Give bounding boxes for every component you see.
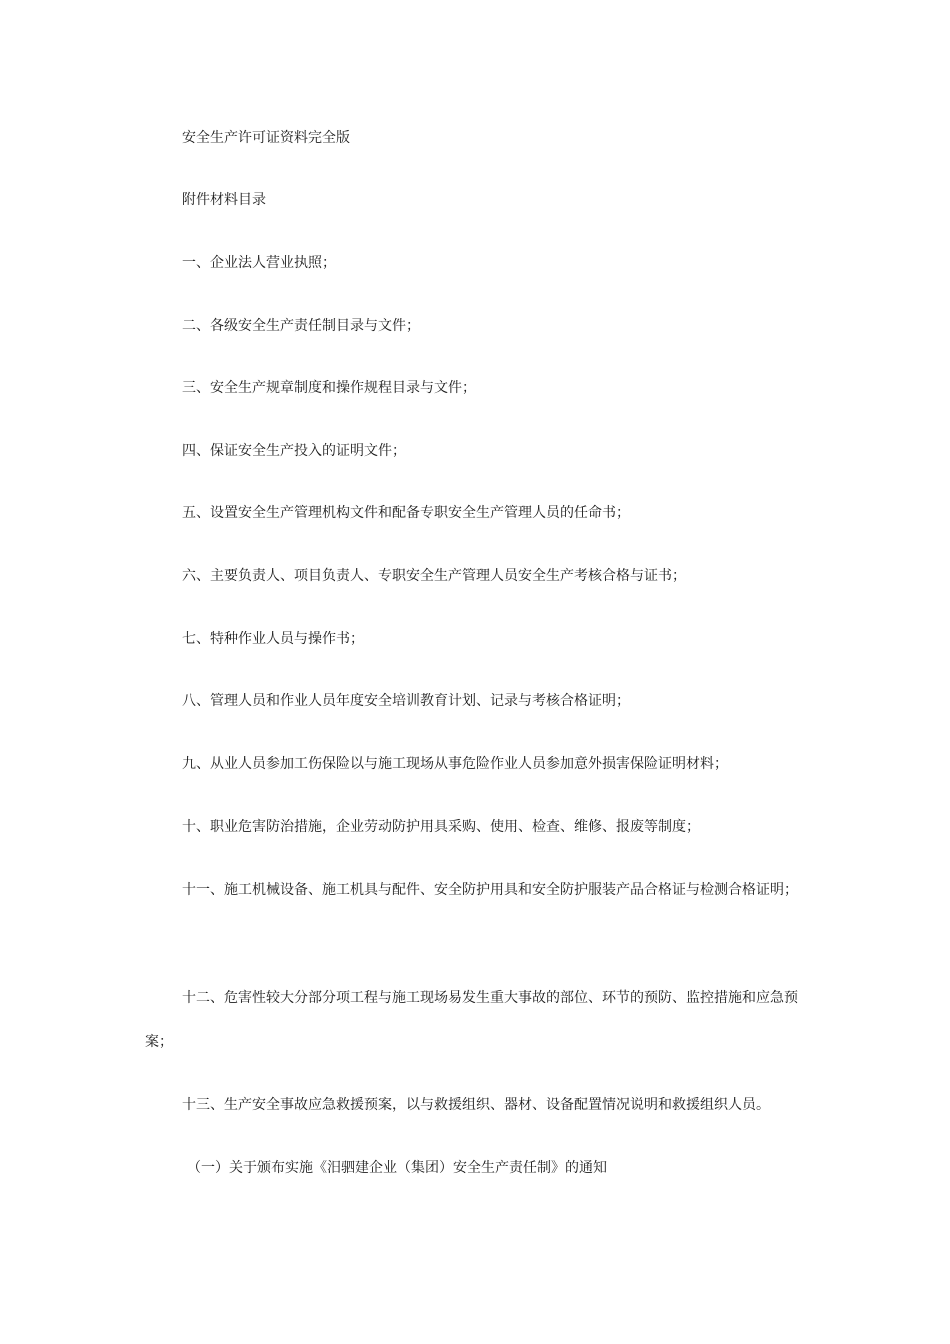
list-item: 十一、施工机械设备、施工机具与配件、安全防护用具和安全防护服装产品合格证与检测合格证明；	[182, 882, 798, 898]
list-item: 三、安全生产规章制度和操作规程目录与文件；	[182, 380, 476, 396]
list-item: 一、企业法人营业执照；	[182, 255, 336, 271]
notice-heading: （一）关于颁布实施《汨驷建企业（集团）安全生产责任制》的通知	[187, 1160, 607, 1176]
list-item: 二、各级安全生产责任制目录与文件；	[182, 318, 420, 334]
document-subtitle: 附件材料目录	[182, 192, 266, 208]
list-item: 十、职业危害防治措施，企业劳动防护用具采购、使用、检查、维修、报废等制度；	[182, 819, 700, 835]
list-item: 六、主要负责人、项目负责人、专职安全生产管理人员安全生产考核合格与证书；	[182, 568, 686, 584]
list-item: 四、保证安全生产投入的证明文件；	[182, 443, 406, 459]
list-item: 九、从业人员参加工伤保险以与施工现场从事危险作业人员参加意外损害保险证明材料；	[182, 756, 728, 772]
list-item: 十三、生产安全事故应急救援预案，以与救援组织、器材、设备配置情况说明和救援组织人员。	[182, 1097, 770, 1113]
list-item: 五、设置安全生产管理机构文件和配备专职安全生产管理人员的任命书；	[182, 505, 630, 521]
list-item: 八、管理人员和作业人员年度安全培训教育计划、记录与考核合格证明；	[182, 693, 630, 709]
list-item: 七、特种作业人员与操作书；	[182, 631, 364, 647]
document-title: 安全生产许可证资料完全版	[182, 130, 350, 146]
list-item: 十二、危害性较大分部分项工程与施工现场易发生重大事故的部位、环节的预防、监控措施和应急预案；	[145, 990, 798, 1050]
